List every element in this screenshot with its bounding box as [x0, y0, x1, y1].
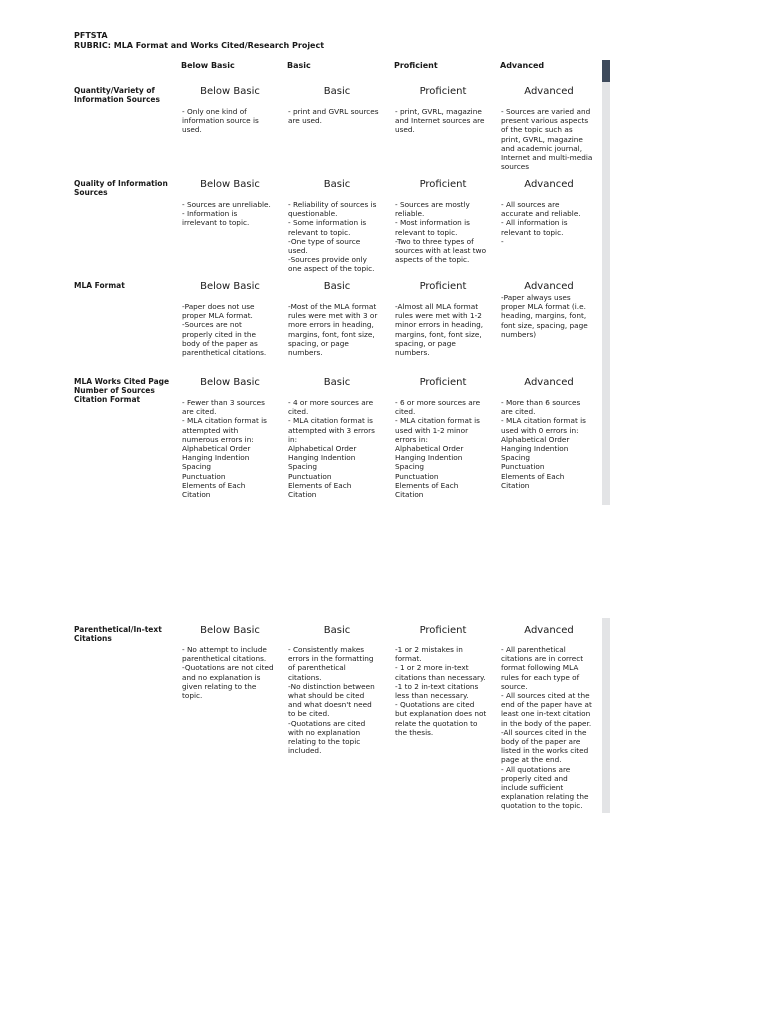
rubric-row-quality: [70, 177, 600, 277]
description-proficient: -Almost all MLA format rules were met with 1-2 minor errors in heading, margins, font, font size, spacing, or page numbers.: [395, 302, 484, 358]
scrollbar-thumb[interactable]: [602, 60, 610, 82]
description-advanced: - More than 6 sources are cited. - MLA citation format is used with 0 errors in: Alphabetical Order Hanging Indention Spacing Punctuation Elements of Each Citation: [501, 398, 586, 490]
level-label-below-basic: Below Basic: [200, 377, 260, 388]
description-below-basic: - Only one kind of information source is used.: [182, 107, 259, 135]
level-label-below-basic: Below Basic: [200, 281, 260, 292]
description-below-basic: - No attempt to include parenthetical citations. -Quotations are not cited and no explanation is given relating to the topic.: [182, 645, 274, 701]
description-advanced: - All sources are accurate and reliable. - All information is relevant to topic. -: [501, 200, 581, 246]
rubric-row-works-cited: [70, 375, 600, 503]
description-proficient: -1 or 2 mistakes in format. - 1 or 2 more in-text citations than necessary. -1 to 2 in-text citations less than necessary. - Quotations are cited but explanation does not relate the quotation to the thesis.: [395, 645, 487, 737]
description-advanced: -Paper always uses proper MLA format (i.e. heading, margins, font, font size, spacing, page numbers): [501, 293, 588, 339]
level-label-below-basic: Below Basic: [200, 86, 260, 97]
criterion-label: Quantity/Variety of Information Sources: [74, 86, 160, 104]
level-label-basic: Basic: [323, 377, 351, 388]
description-below-basic: - Fewer than 3 sources are cited. - MLA citation format is attempted with numerous errors in: Alphabetical Order Hanging Indention Spacing Punctuation Elements of Each Citation: [182, 398, 267, 500]
criterion-label: MLA Works Cited Page Number of Sources Citation Format: [74, 377, 170, 404]
level-label-basic: Basic: [323, 281, 351, 292]
level-label-advanced: Advanced: [524, 377, 574, 388]
level-label-proficient: Proficient: [419, 625, 467, 636]
level-label-basic: Basic: [323, 179, 351, 190]
description-basic: - Reliability of sources is questionable. - Some information is relevant to topic. -One type of source used. -Sources provide only one aspect of the topic.: [288, 200, 377, 274]
criterion-label: MLA Format: [74, 281, 125, 290]
rubric-title: RUBRIC: MLA Format and Works Cited/Research Project: [74, 41, 325, 50]
description-proficient: - Sources are mostly reliable. - Most information is relevant to topic. -Two to three types of sources with at least two aspects of the topic.: [395, 200, 487, 265]
description-advanced: - All parenthetical citations are in correct format following MLA rules for each type of source. - All sources cited at the end of the paper have at least one in-text citation in the body of the paper. -All sources cited in the body of the paper are listed in the works cited page at the end. - All quotations are properly cited and include sufficient explanation relating the quotation to the topic.: [501, 645, 592, 811]
description-basic: - 4 or more sources are cited. - MLA citation format is attempted with 3 errors in: Alphabetical Order Hanging Indention Spacing Punctuation Elements of Each Citation: [288, 398, 375, 500]
level-label-proficient: Proficient: [419, 86, 467, 97]
level-label-proficient: Proficient: [419, 377, 467, 388]
column-header-advanced: Advanced: [500, 61, 545, 70]
description-proficient: - 6 or more sources are cited. - MLA citation format is used with 1-2 minor errors in: Alphabetical Order Hanging Indention Spacing Punctuation Elements of Each Citation: [395, 398, 481, 500]
rubric-page-section-1: [70, 60, 610, 505]
level-label-advanced: Advanced: [524, 86, 574, 97]
level-label-below-basic: Below Basic: [200, 179, 260, 190]
column-header-basic: Basic: [287, 61, 311, 70]
description-proficient: - print, GVRL, magazine and Internet sources are used.: [395, 107, 485, 135]
rubric-page-section-2: [70, 618, 610, 813]
criterion-label: Quality of Information Sources: [74, 179, 168, 197]
description-advanced: - Sources are varied and present various aspects of the topic such as print, GVRL, magazine and academic journal, Internet and multi-media sources: [501, 107, 593, 172]
level-label-advanced: Advanced: [524, 179, 574, 190]
rubric-row-mla-format: [70, 279, 600, 371]
description-below-basic: -Paper does not use proper MLA format. -Sources are not properly cited in the body of the paper as parenthetical citations.: [182, 302, 267, 358]
description-below-basic: - Sources are unreliable. - Information is irrelevant to topic.: [182, 200, 271, 228]
level-label-proficient: Proficient: [419, 179, 467, 190]
description-basic: - Consistently makes errors in the formatting of parenthetical citations. -No distinction between what should be cited and what doesn't need to be cited. -Quotations are cited with no explanation relating to the topic included.: [288, 645, 375, 756]
description-basic: - print and GVRL sources are used.: [288, 107, 379, 126]
criterion-label: Parenthetical/In-text Citations: [74, 625, 162, 643]
column-header-below-basic: Below Basic: [181, 61, 235, 70]
level-label-basic: Basic: [323, 86, 351, 97]
description-basic: -Most of the MLA format rules were met with 3 or more errors in heading, margins, font, font size, spacing, or page numbers.: [288, 302, 378, 358]
rubric-row-quantity-variety: [70, 84, 600, 176]
level-label-advanced: Advanced: [524, 625, 574, 636]
school-code: PFTSTA: [74, 31, 108, 40]
rubric-row-parenthetical: [70, 623, 600, 811]
level-label-proficient: Proficient: [419, 281, 467, 292]
level-label-basic: Basic: [323, 625, 351, 636]
level-label-below-basic: Below Basic: [200, 625, 260, 636]
document-header: [74, 31, 324, 51]
level-label-advanced: Advanced: [524, 281, 574, 292]
column-header-proficient: Proficient: [394, 61, 438, 70]
